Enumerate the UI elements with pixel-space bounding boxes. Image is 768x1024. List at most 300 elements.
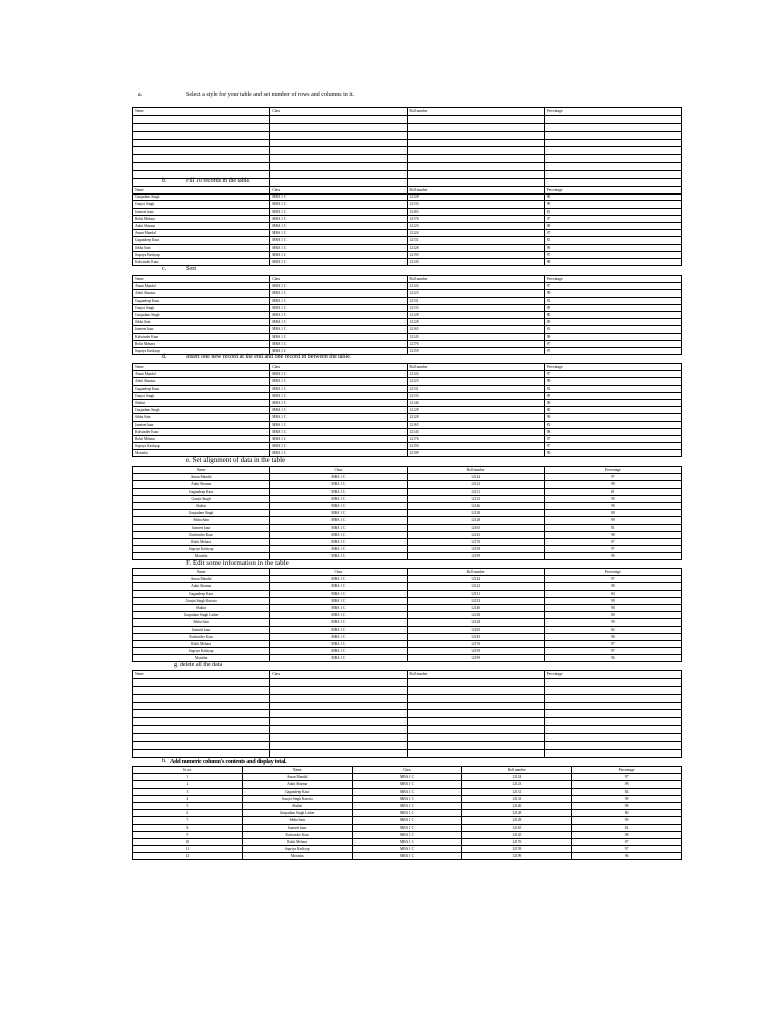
table-cell: Rohit Mehara (133, 640, 270, 647)
table-cell: Monisha (133, 450, 270, 457)
table-cell: MBA 1 C (352, 810, 462, 817)
table-row (133, 648, 682, 655)
table-cell: 98 (572, 802, 682, 809)
table-cell: 97 (544, 538, 681, 545)
table-cell: MBA 1 C (270, 546, 407, 553)
table-cell: Rohit Mehara (133, 215, 270, 222)
table-cell: Rohit Mehara (133, 340, 270, 347)
table-row (133, 517, 682, 524)
column-header: Roll number (407, 187, 544, 194)
table-cell (133, 749, 270, 757)
table-row (133, 749, 682, 757)
table-cell: 12128 (407, 311, 544, 318)
table-cell: 82 (544, 626, 681, 633)
column-header: Roll number (407, 276, 544, 283)
table-header-row (133, 569, 682, 576)
table-cell: 97 (544, 347, 681, 354)
table-row (133, 123, 682, 131)
table-row (133, 510, 682, 517)
table-row (133, 237, 682, 244)
column-header: Class (270, 276, 407, 283)
table-cell (544, 123, 681, 131)
table-cell: 81 (544, 421, 681, 428)
table-cell: 12145 (462, 831, 572, 838)
table-cell: 12145 (407, 428, 544, 435)
table-cell: 12133 (407, 495, 544, 502)
column-header: Percentage (544, 187, 681, 194)
table-cell: Aman Mandal (133, 576, 270, 583)
table-row (133, 258, 682, 265)
table-cell: Kulwinder Kaur (133, 633, 270, 640)
table-cell: MBA 1 C (270, 655, 407, 662)
table-cell: 12176 (407, 215, 544, 222)
table-cell (133, 131, 270, 139)
table-row (133, 163, 682, 171)
table-row (133, 115, 682, 123)
table-cell: 11 (133, 846, 243, 853)
table-cell (407, 678, 544, 686)
table-cell: MBA 1 C (270, 443, 407, 450)
table-cell: 12123 (407, 222, 544, 229)
table-cell: 12145 (407, 258, 544, 265)
table-cell (544, 726, 681, 734)
table-row (133, 326, 682, 333)
table-cell: 12128 (407, 414, 544, 421)
table-cell (544, 163, 681, 171)
table-cell: 81 (544, 385, 681, 392)
table-cell (544, 749, 681, 757)
table-cell (270, 749, 407, 757)
table-cell (270, 115, 407, 123)
table-row (133, 817, 682, 824)
table-cell: Gagandeep Kaur (133, 590, 270, 597)
table-cell (270, 734, 407, 742)
table-cell: MBA 1 C (352, 831, 462, 838)
table-cell: MBA 1 C (270, 633, 407, 640)
column-header: Roll number (407, 671, 544, 679)
table-cell (270, 131, 407, 139)
table-row (133, 824, 682, 831)
table-cell: Gurpadam Singh Lather (133, 612, 270, 619)
table-cell: Supriya Kashyap (133, 648, 270, 655)
table-cell: MBA 1 C (270, 553, 407, 560)
column-header: Class (270, 364, 407, 371)
table-cell: 96 (544, 655, 681, 662)
table-cell: MBA 1 C (270, 421, 407, 428)
table-row (133, 734, 682, 742)
table-cell (133, 115, 270, 123)
table-cell: 4 (133, 795, 243, 802)
table-cell: 12123 (407, 378, 544, 385)
column-header: Roll number (407, 569, 544, 576)
table-cell (544, 694, 681, 702)
table-cell: Gunjot Singh Katoria (242, 795, 352, 802)
table-cell: MBA 1 C (352, 802, 462, 809)
table-cell: Gurpadam Singh (133, 510, 270, 517)
table-cell: 97 (544, 648, 681, 655)
records-table (132, 670, 682, 758)
table-cell: MBA 1 C (270, 333, 407, 340)
table-cell: MBA 1 C (270, 237, 407, 244)
table-cell (544, 139, 681, 147)
table-cell: Jasmeet kaur (133, 524, 270, 531)
table-cell (544, 155, 681, 163)
table-cell: Aman Mandal (242, 774, 352, 781)
table-cell: 80 (544, 194, 681, 201)
table-row (133, 831, 682, 838)
table-cell (270, 147, 407, 155)
table-row (133, 251, 682, 258)
table-cell: 97 (544, 435, 681, 442)
table-cell: 97 (544, 640, 681, 647)
section-letter: b. (162, 178, 167, 184)
table-cell: 12133 (407, 304, 544, 311)
table-cell: 7 (133, 817, 243, 824)
table-cell: MBA 1 C (270, 531, 407, 538)
table-cell: 12128 (407, 244, 544, 251)
table-cell: Jasmeet kaur (133, 326, 270, 333)
table-cell: Gunjot Singh (133, 392, 270, 399)
table-row (133, 694, 682, 702)
column-header: Percentage (544, 671, 681, 679)
table-cell: MBA 1 C (270, 340, 407, 347)
table-row (133, 131, 682, 139)
table-cell: MBA 1 C (352, 824, 462, 831)
table-cell: 12146 (462, 802, 572, 809)
table-header-row (133, 276, 682, 283)
table-cell (133, 742, 270, 750)
table-cell: MBA 1 C (270, 604, 407, 611)
table-cell: MBA 1 C (270, 407, 407, 414)
column-header: Percentage (544, 108, 681, 116)
table-row (133, 597, 682, 604)
table-cell: 99 (544, 517, 681, 524)
table-cell: 12124 (407, 576, 544, 583)
section-title: e. Set alignment of data in the table (186, 456, 286, 464)
table-cell: Rohit Mehara (133, 538, 270, 545)
table-cell: 10 (133, 838, 243, 845)
column-header: Class (270, 108, 407, 116)
table-cell: 12176 (407, 538, 544, 545)
table-cell: Kulwinder Kaur (133, 428, 270, 435)
table-cell: 98 (544, 258, 681, 265)
table-cell: 81 (544, 488, 681, 495)
table-cell (133, 726, 270, 734)
table-cell (544, 678, 681, 686)
table-cell (407, 155, 544, 163)
section-letter: c. (162, 266, 167, 272)
records-table (132, 275, 682, 355)
table-cell: 12159 (407, 546, 544, 553)
table-row (133, 583, 682, 590)
table-cell: 12124 (407, 474, 544, 481)
table-cell: Monisha (133, 553, 270, 560)
table-cell: MBA 1 C (270, 597, 407, 604)
table-cell (270, 163, 407, 171)
table-cell: 6 (133, 810, 243, 817)
table-cell: 98 (544, 428, 681, 435)
table-cell: 99 (544, 244, 681, 251)
table-cell: 12159 (407, 251, 544, 258)
table-row (133, 838, 682, 845)
table-cell: 12124 (407, 283, 544, 290)
table-cell: 12124 (407, 230, 544, 237)
table-cell: MBA 1 C (270, 538, 407, 545)
table-header-row (133, 187, 682, 194)
table-cell: Ankit Sharma (133, 378, 270, 385)
column-header: Name (133, 467, 270, 474)
table-cell: MBA 1 C (270, 510, 407, 517)
table-cell: MBA 1 C (270, 474, 407, 481)
table-cell (270, 710, 407, 718)
table-cell (544, 686, 681, 694)
table-row (133, 208, 682, 215)
table-cell: 12146 (407, 604, 544, 611)
table-cell: 12128 (407, 517, 544, 524)
table-cell (270, 686, 407, 694)
table-cell: Gurpadam Singh (133, 311, 270, 318)
table-cell: MBA 1 C (352, 817, 462, 824)
table-cell: 96 (544, 553, 681, 560)
table-cell: 12128 (407, 407, 544, 414)
table-row (133, 802, 682, 809)
column-header: Percentage (544, 276, 681, 283)
table-cell: 12165 (407, 524, 544, 531)
table-cell: Ankit Sharma (133, 222, 270, 229)
table-cell: MBA 1 C (270, 297, 407, 304)
table-cell: 98 (544, 604, 681, 611)
table-cell: MBA 1 C (270, 626, 407, 633)
table-cell: Kulwinder Kaur (133, 333, 270, 340)
table-row (133, 590, 682, 597)
table-cell: Gagandeep Kaur (242, 788, 352, 795)
table-cell: 12133 (407, 392, 544, 399)
table-cell (133, 123, 270, 131)
table-cell: 81 (544, 524, 681, 531)
section-title: Sort (186, 266, 197, 272)
table-cell: Ankit Sharma (242, 781, 352, 788)
table-cell: MBA 1 C (270, 576, 407, 583)
table-cell (133, 710, 270, 718)
table-cell: MBA 1 C (352, 774, 462, 781)
table-cell: 97 (544, 251, 681, 258)
table-cell: Supriya Kashyap (133, 443, 270, 450)
table-cell: 12159 (407, 648, 544, 655)
table-cell: MBA 1 C (270, 371, 407, 378)
table-cell: Gunjot Singh Katoria (133, 597, 270, 604)
table-cell: MBA 1 C (270, 435, 407, 442)
table-cell: MBA 1 C (270, 290, 407, 297)
table-cell: 12123 (407, 583, 544, 590)
table-cell: Sibba Sain (133, 414, 270, 421)
table-cell: Jasmeet kaur (133, 421, 270, 428)
table-cell (270, 702, 407, 710)
table-cell: MBA 1 C (270, 194, 407, 201)
table-row (133, 726, 682, 734)
table-cell: Supriya Kashyap (133, 347, 270, 354)
table-cell: 98 (572, 781, 682, 788)
table-cell: Gurpadam Singh (133, 407, 270, 414)
table-cell: 80 (544, 510, 681, 517)
table-cell: 97 (544, 340, 681, 347)
table-row (133, 435, 682, 442)
table-row (133, 244, 682, 251)
records-table (132, 186, 682, 266)
table-cell: Monisha (133, 655, 270, 662)
table-cell: 12133 (462, 795, 572, 802)
table-row (133, 655, 682, 662)
table-cell: 98 (544, 222, 681, 229)
table-row (133, 538, 682, 545)
table-row (133, 474, 682, 481)
table-cell: Ankit Sharma (133, 290, 270, 297)
column-header: Name (133, 108, 270, 116)
table-cell: 80 (544, 311, 681, 318)
table-row (133, 531, 682, 538)
table-row (133, 604, 682, 611)
table-cell: 97 (572, 774, 682, 781)
table-row (133, 576, 682, 583)
table-row (133, 222, 682, 229)
table-cell: Gurpadam Singh (133, 194, 270, 201)
table-cell: Rohit Mehara (242, 838, 352, 845)
table-cell: 99 (544, 319, 681, 326)
table-row (133, 788, 682, 795)
table-cell: MBA 1 C (270, 428, 407, 435)
table-cell (270, 726, 407, 734)
section-title: Fill 10 records in the table. (186, 178, 251, 184)
table-cell: 12199 (407, 553, 544, 560)
table-cell: 3 (133, 788, 243, 795)
table-cell: 99 (544, 495, 681, 502)
table-cell: 96 (544, 450, 681, 457)
table-cell: 97 (572, 846, 682, 853)
table-cell: Gunjot Singh (133, 495, 270, 502)
table-cell (270, 718, 407, 726)
table-cell (133, 718, 270, 726)
table-cell: 99 (572, 817, 682, 824)
table-cell: MBA 1 C (270, 326, 407, 333)
table-cell (407, 163, 544, 171)
table-cell (407, 718, 544, 726)
table-cell: MBA 1 C (352, 838, 462, 845)
table-cell: 98 (544, 502, 681, 509)
table-cell: MBA 1 C (270, 251, 407, 258)
table-cell: MBA 1 C (270, 304, 407, 311)
table-cell: 12128 (407, 194, 544, 201)
table-header-row (133, 671, 682, 679)
table-cell: 98 (544, 333, 681, 340)
table-cell (407, 123, 544, 131)
table-row (133, 846, 682, 853)
column-header: Name (133, 187, 270, 194)
table-cell: 99 (544, 597, 681, 604)
table-cell: MBA 1 C (352, 853, 462, 860)
column-header: Class (352, 767, 462, 774)
table-cell (133, 139, 270, 147)
table-cell: Gagandeep Kaur (133, 488, 270, 495)
column-header: Name (133, 364, 270, 371)
table-cell (544, 718, 681, 726)
table-cell: 12145 (407, 633, 544, 640)
column-header: Roll number (407, 364, 544, 371)
table-row (133, 853, 682, 860)
table-cell (407, 139, 544, 147)
table-cell (407, 726, 544, 734)
table-row (133, 155, 682, 163)
table-cell (133, 163, 270, 171)
table-cell: 97 (572, 838, 682, 845)
records-table (132, 363, 682, 457)
column-header: Percentage (544, 467, 681, 474)
table-row (133, 742, 682, 750)
table-row (133, 428, 682, 435)
table-cell: Gunjot Singh (133, 304, 270, 311)
table-cell: 12123 (407, 290, 544, 297)
column-header: Class (270, 671, 407, 679)
table-cell: 82 (572, 824, 682, 831)
table-cell: 99 (544, 304, 681, 311)
table-row (133, 297, 682, 304)
table-row (133, 290, 682, 297)
table-cell: Kulwinder Kaur (133, 531, 270, 538)
table-cell: 12123 (462, 781, 572, 788)
table-cell: Sibba Sain (242, 817, 352, 824)
table-cell: Jasmeet kaur (133, 626, 270, 633)
table-cell: 12199 (407, 450, 544, 457)
column-header: Name (133, 671, 270, 679)
table-row (133, 230, 682, 237)
table-cell (407, 702, 544, 710)
table-cell: Jasmeet kaur (242, 824, 352, 831)
table-cell: 12128 (407, 612, 544, 619)
table-row (133, 710, 682, 718)
section-title: Insert one new record at the end and one record in between the table. (186, 354, 352, 360)
table-cell: 12133 (407, 201, 544, 208)
table-cell (133, 702, 270, 710)
table-cell: 98 (572, 831, 682, 838)
table-cell (544, 734, 681, 742)
table-cell: 12131 (407, 488, 544, 495)
table-cell: MBA 1 C (270, 450, 407, 457)
column-header: Class (270, 187, 407, 194)
table-cell (407, 749, 544, 757)
table-row (133, 340, 682, 347)
table-cell: 12128 (407, 510, 544, 517)
table-row (133, 686, 682, 694)
table-cell: 12176 (407, 435, 544, 442)
table-cell: 12131 (462, 788, 572, 795)
table-cell: MBA 1 C (270, 583, 407, 590)
table-cell: Jasmeet kaur (133, 208, 270, 215)
table-cell: MBA 1 C (352, 846, 462, 853)
table-cell: 99 (544, 392, 681, 399)
table-cell: 12145 (407, 333, 544, 340)
table-cell: MBA 1 C (270, 590, 407, 597)
column-header: Roll number (462, 767, 572, 774)
table-row (133, 495, 682, 502)
table-cell: Monisha (242, 853, 352, 860)
table-cell: 98 (544, 290, 681, 297)
table-cell: 12165 (407, 626, 544, 633)
column-header: Name (133, 569, 270, 576)
table-cell: 98 (544, 583, 681, 590)
table-cell: 98 (544, 633, 681, 640)
table-cell: 12146 (407, 502, 544, 509)
table-cell: Kulwinder Kaur (133, 258, 270, 265)
table-cell: 12128 (407, 619, 544, 626)
table-cell: Aman Mandal (133, 283, 270, 290)
